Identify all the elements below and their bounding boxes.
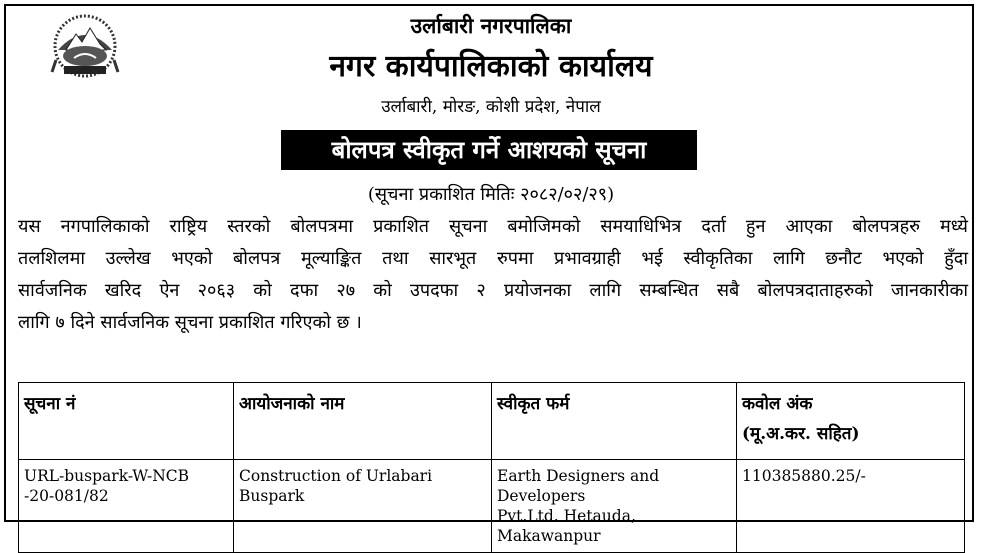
bid-table [18, 382, 965, 553]
body-line: तलशिलमा उल्लेख भएको बोलपत्र मूल्याङ्कित तथा सारभूत रुपमा प्रभावग्राही भई स्वीकृतिका लागि छनौट भएको हुँदा [18, 248, 968, 269]
header-bid-amount [737, 383, 965, 460]
table-row [19, 460, 965, 553]
office-address: उर्लाबारी, मोरङ, कोशी प्रदेश, नेपाल [381, 97, 601, 117]
table-header-row [19, 383, 965, 460]
header-approved-firm: स्वीकृत फर्म [492, 383, 737, 460]
header-bid-amount-label: कवोल अंक [742, 394, 813, 414]
firm-line: Pvt.Ltd. Hetauda, Makawanpur [497, 507, 636, 545]
body-line: यस नगपालिकाको राष्ट्रिय स्तरको बोलपत्रमा प्रकाशित सूचना बमोजिमको समयाधिभित्र दर्ता हुन आएका बोलपत्रहरु मध्ये [18, 216, 968, 237]
header-notice-no: सूचना नं [19, 383, 234, 460]
body-line: लागि ७ दिने सार्वजनिक सूचना प्रकाशित गरिएको छ । [18, 312, 362, 333]
notice-no-line: -20-081/82 [24, 487, 109, 505]
notice-body [18, 211, 968, 339]
cell-bid-amount: 110385880.25/- [737, 460, 965, 553]
notice-no-line: URL-buspark-W-NCB [24, 467, 190, 485]
cell-approved-firm [492, 460, 737, 553]
cell-notice-no [19, 460, 234, 553]
cell-project-name: Construction of Urlabari Buspark [234, 460, 492, 553]
header-project-name: आयोजनाको नाम [234, 383, 492, 460]
office-title: नगर कार्यपालिकाको कार्यालय [329, 49, 653, 84]
publish-date: (सूचना प्रकाशित मितिः २०८२/०२/२९) [367, 184, 615, 205]
notice-title-banner: बोलपत्र स्वीकृत गर्ने आशयको सूचना [281, 130, 697, 170]
body-line: सार्वजनिक खरिद ऐन २०६३ को दफा २७ को उपदफा २ प्रयोजनका लागि सम्बन्धित सबै बोलपत्रदाताहरुको जानकारीका [18, 280, 968, 301]
firm-line: Earth Designers and Developers [497, 467, 660, 505]
municipality-name: उर्लाबारी नगरपालिका [410, 13, 572, 38]
header-bid-amount-note: (मू.अ.कर. सहित) [742, 424, 860, 444]
